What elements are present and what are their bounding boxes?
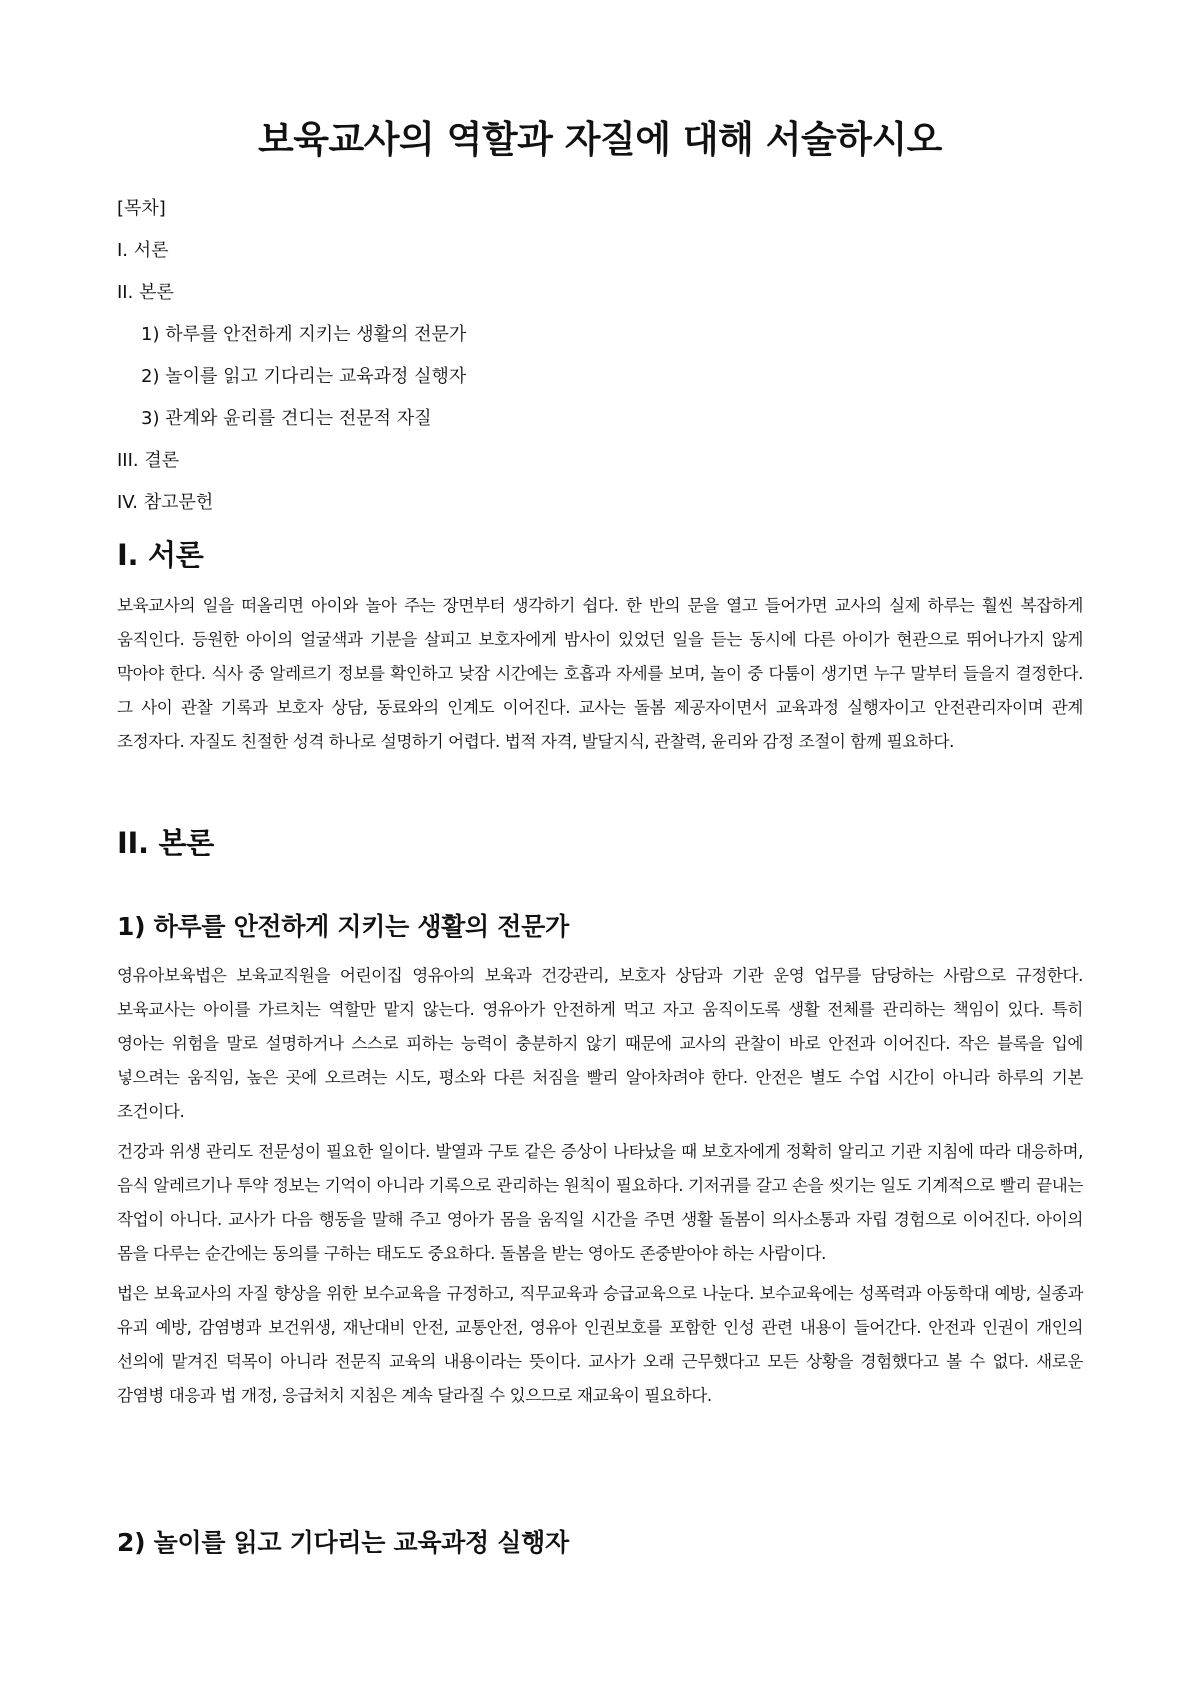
subsection-heading-1: 1) 하루를 안전하게 지키는 생활의 전문가 [117,912,569,941]
toc-item-references: IV. 참고문헌 [117,492,214,513]
subsection-1-paragraph-2: 건강과 위생 관리도 전문성이 필요한 일이다. 발열과 구토 같은 증상이 나타났을 때 보호자에게 정확히 알리고 기관 지침에 따라 대응하며, 음식 알레르기나 투약 정보는 기억이 아니라 기록으로 관리하는 원칙이 필요하다. 기저귀를 갈고 손을 씻기는 일도 기계적으로 빨리 끝내는 작업이 아니다. 교사가 다음 행동을 말해 주고 영아가 몸을 움직일 시간을 주면 생활 돌봄이 의사소통과 자립 경험으로 이어진다. 아이의 몸을 다루는 순간에는 동의를 구하는 태도도 중요하다. 돌봄을 받는 영아도 존중받아야 하는 사람이다. [117,1142,1083,1263]
section-heading-intro: I. 서론 [117,538,204,572]
intro-paragraph: 보육교사의 일을 떠올리면 아이와 놀아 주는 장면부터 생각하기 쉽다. 한 반의 문을 열고 들어가면 교사의 실제 하루는 훨씬 복잡하게 움직인다. 등원한 아이의 얼굴색과 기분을 살피고 보호자에게 밤사이 있었던 일을 듣는 동시에 다른 아이가 현관으로 뛰어나가지 않게 막아야 한다. 식사 중 알레르기 정보를 확인하고 낮잠 시간에는 호흡과 자세를 보며, 놀이 중 다툼이 생기면 누구 말부터 들을지 결정한다. 그 사이 관찰 기록과 보호자 상담, 동료와의 인계도 이어진다. 교사는 돌봄 제공자이면서 교육과정 실행자이고 안전관리자이며 관계 조정자다. 자질도 친절한 성격 하나로 설명하기 어렵다. 법적 자격, 발달지식, 관찰력, 윤리와 감정 조절이 함께 필요하다. [117,595,1083,751]
subsection-1-paragraph-1: 영유아보육법은 보육교직원을 어린이집 영유아의 보육과 건강관리, 보호자 상담과 기관 운영 업무를 담당하는 사람으로 규정한다. 보육교사는 아이를 가르치는 역할만 맡지 않는다. 영유아가 안전하게 먹고 자고 움직이도록 생활 전체를 관리하는 책임이 있다. 특히 영아는 위험을 말로 설명하거나 스스로 피하는 능력이 충분하지 않기 때문에 교사의 관찰이 바로 안전과 이어진다. 작은 블록을 입에 넣으려는 움직임, 높은 곳에 오르려는 시도, 평소와 다른 처짐을 빨리 알아차려야 한다. 안전은 별도 수업 시간이 아니라 하루의 기본 조건이다. [117,966,1083,1121]
subsection-1 [117,912,1083,1413]
toc-heading: [목차] [117,198,166,219]
toc-item-body: II. 본론 [117,282,174,303]
toc-item-body-sub2: 2) 놀이를 읽고 기다리는 교육과정 실행자 [141,366,467,387]
document-title: 보육교사의 역할과 자질에 대해 서술하시오 [258,118,942,161]
toc-item-body-sub3: 3) 관계와 윤리를 견디는 전문적 자질 [141,408,432,429]
section-body [117,826,1083,861]
section-heading-body: II. 본론 [117,826,214,860]
toc-item-body-sub1: 1) 하루를 안전하게 지키는 생활의 전문가 [141,324,467,345]
subsection-heading-2: 2) 놀이를 읽고 기다리는 교육과정 실행자 [117,1528,569,1557]
subsection-2 [117,1528,1083,1558]
section-intro [117,538,1083,759]
toc-item-conclusion: III. 결론 [117,450,180,471]
table-of-contents [117,188,1083,524]
subsection-1-paragraph-3: 법은 보육교사의 자질 향상을 위한 보수교육을 규정하고, 직무교육과 승급교육으로 나눈다. 보수교육에는 성폭력과 아동학대 예방, 실종과 유괴 예방, 감염병과 보건위생, 재난대비 안전, 교통안전, 영유아 인권보호를 포함한 인성 관련 내용이 들어간다. 안전과 인권이 개인의 선의에 맡겨진 덕목이 아니라 전문직 교육의 내용이라는 뜻이다. 교사가 오래 근무했다고 모든 상황을 경험했다고 볼 수 없다. 새로운 감염병 대응과 법 개정, 응급처치 지침은 계속 달라질 수 있으므로 재교육이 필요하다. [117,1284,1083,1405]
toc-item-intro: I. 서론 [117,240,169,261]
